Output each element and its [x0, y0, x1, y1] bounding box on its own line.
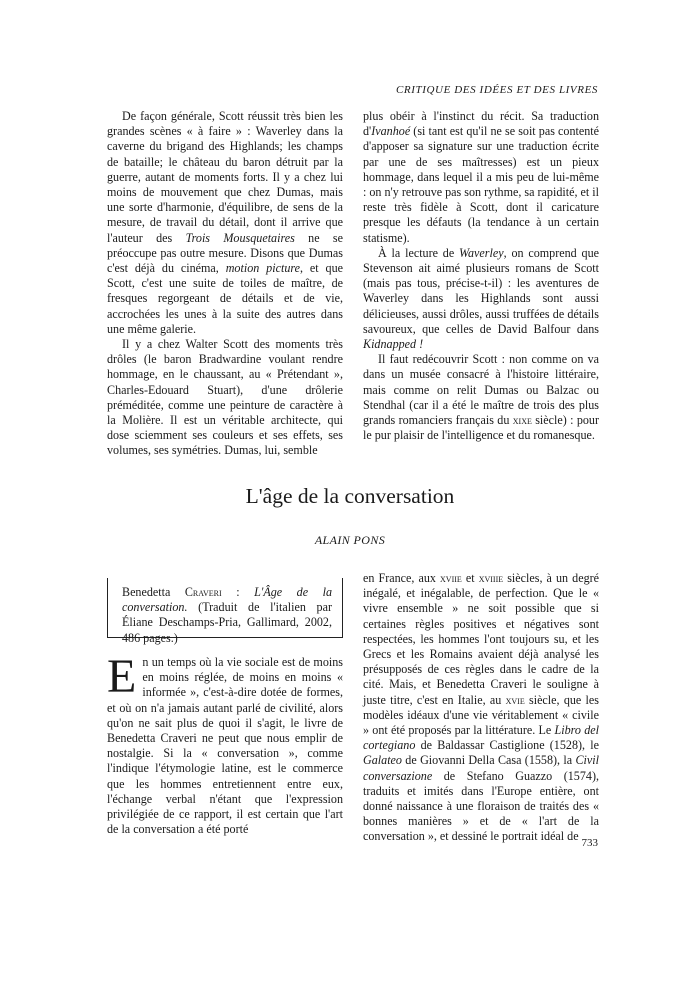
paragraph: Il y a chez Walter Scott des moments très drôles (le baron Bradwardine voulant rendre hommage, en le chaussant, au « Prétendant », Charles-Edouard Stuart), d'une drôlerie préméditée, comme une peinture de caractère à la Molière. Il est un véritable architecte, qui dose sciemment ses couleurs et ses effets, ses volumes, ses symétries. Dumas, lui, semble [107, 337, 343, 458]
paragraph: En un temps où la vie sociale est de moins en moins réglée, de moins en moins « informée », c'est-à-dire dotée de formes, et où on n'a jamais autant parlé de civilité, alors qu'on ne sait plus de quoi il s'agit, le livre de Benedetta Craveri ne peut que nous emplir de nostalgie. Si la « conversation », comme l'indique l'étymologie latine, est le commerce que les hommes entretiennent entre eux, l'échange verbal n'étant que l'expression privilégiée de ce rapport, il est certain que l'art de la conversation a été porté [107, 650, 343, 837]
paragraph: plus obéir à l'instinct du récit. Sa traduction d'Ivanhoé (si tant est qu'il ne se soit pas contenté d'apposer sa signature sur une traduction écrite par une de ses maîtresses) est un pieux hommage, dans lequel il a mis peu de lui-même : on n'y retrouve pas son rythme, sa rapidité, et il reste très fidèle à Scott, dont il caricature presque les défauts (la tendance à un certain statisme). [363, 109, 599, 245]
article-left-column [107, 650, 343, 837]
running-head: CRITIQUE DES IDÉES ET DES LIVRES [395, 84, 598, 96]
review-right-column [363, 109, 599, 443]
paragraph: Il faut redécouvrir Scott : non comme on va dans un musée consacré à l'histoire littéraire, mais comme on relit Dumas ou Balzac ou Stendhal (car il a été le maître de trois des plus grands romanciers français du xixe siècle) : pour le pur plaisir de l'intelligence et du romanesque. [363, 352, 599, 443]
review-left-column [107, 109, 343, 459]
article-author: ALAIN PONS [314, 533, 386, 547]
page-number: 733 [581, 837, 598, 849]
paragraph: en France, aux xviie et xviiie siècles, à un degré inégalé, et inégalable, de perfection. Que le « vivre ensemble » ne soit possible que si certaines règles positives et négatives sont respectées, les hommes l'ont toujours su, et les Grecs et les Romains avaient déjà analysé les présupposés de ces règles dans le cadre de la cité. Mais, et Benedetta Craveri le souligne à juste titre, c'est en Italie, au xvie siècle, que les modèles idéaux d'une vie véritablement « civile » ont été proposés par la littérature. Le Libro del cortegiano de Baldassar Castiglione (1528), le Galateo de Giovanni Della Casa (1558), la Civil conversazione de Stefano Guazzo (1574), traduits et imités dans l'Europe entière, ont donné naissance à une floraison de traités des « bonnes manières » et de « l'art de la conversation », et dessiné le portrait idéal de [363, 571, 600, 844]
paragraph: De façon générale, Scott réussit très bien les grandes scènes « à faire » : Waverley dans la caverne du brigand des Highlands; les champs de bataille; le château du baron détruit par la guerre, autant de moments forts. Il y a chez lui moins de mouvement que chez Dumas, mais une sorte d'harmonie, d'équilibre, de sens de la mesure, de travail du détail, dont il arrive que l'auteur des Trois Mousquetaires ne se préoccupe pas outre mesure. Disons que Dumas c'est déjà du cinéma, motion picture, et que Scott, c'est une suite de toiles de maître, de fresques regorgeant de détails et de vie, accrochées les unes à la suite des autres dans une même galerie. [107, 109, 343, 336]
book-reference-box: Benedetta Craveri : L'Âge de la conversation. (Traduit de l'italien par Éliane Deschamps-Pria, Gallimard, 2002, 486 pages.) [107, 578, 343, 638]
paragraph: À la lecture de Waverley, on comprend que Stevenson ait aimé plusieurs romans de Scott (mais pas tous, précise-t-il) : les aventures de Waverley dans les Highlands sont aussi délicieuses, aussi drôles, aussi truffées de détails savoureux, que celles de David Balfour dans Kidnapped ! [363, 245, 599, 352]
article-title: L'âge de la conversation [245, 484, 455, 508]
article-right-column [363, 571, 599, 845]
drop-cap: E [107, 650, 137, 703]
